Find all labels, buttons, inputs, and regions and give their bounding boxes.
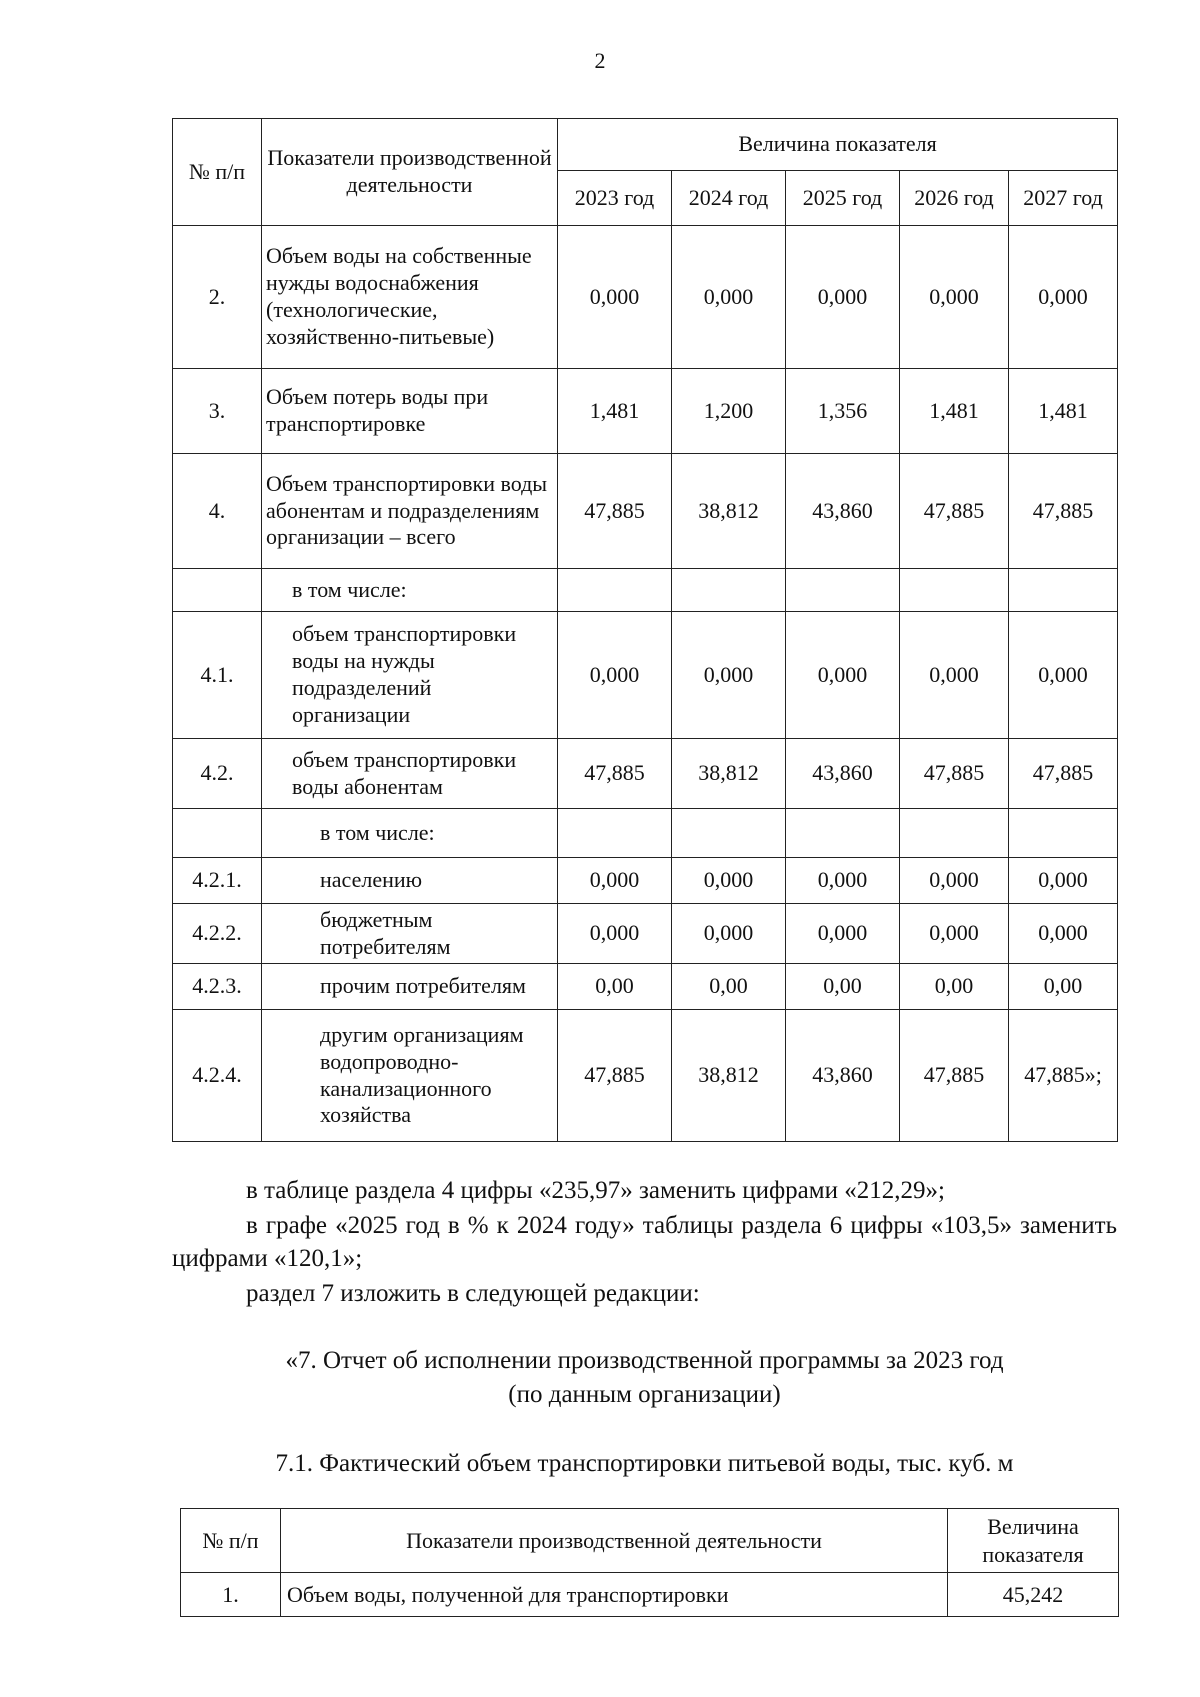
row-value: 47,885 xyxy=(1009,739,1118,809)
row-value: 47,885 xyxy=(900,739,1009,809)
row-value: 0,000 xyxy=(558,858,672,904)
row-value xyxy=(900,809,1009,858)
row-label: в том числе: xyxy=(262,569,558,612)
table-row xyxy=(173,904,1118,964)
table-row xyxy=(173,858,1118,904)
header-num: № п/п xyxy=(181,1509,281,1573)
row-value: 1,200 xyxy=(672,369,786,454)
actual-transport-table xyxy=(180,1508,1119,1617)
row-label: бюджетным потребителям xyxy=(262,904,558,964)
year-header: 2025 год xyxy=(786,171,900,226)
row-num: 4.2.4. xyxy=(173,1010,262,1142)
row-value xyxy=(900,569,1009,612)
amendment-paragraph: в таблице раздела 4 цифры «235,97» заменить цифрами «212,29»; xyxy=(246,1177,945,1204)
row-value: 0,000 xyxy=(900,858,1009,904)
row-num: 2. xyxy=(173,226,262,369)
row-value: 0,000 xyxy=(558,226,672,369)
row-value: 47,885»; xyxy=(1009,1010,1118,1142)
row-value: 0,000 xyxy=(1009,858,1118,904)
row-value: 1,356 xyxy=(786,369,900,454)
subsection-title: 7.1. Фактический объем транспортировки питьевой воды, тыс. куб. м xyxy=(275,1450,1014,1477)
row-label: другим организациям водопроводно-канализационного хозяйства xyxy=(262,1010,558,1142)
table-row xyxy=(173,612,1118,739)
row-value: 0,000 xyxy=(900,226,1009,369)
header-value: Величина показателя xyxy=(948,1509,1119,1573)
row-value: 45,242 xyxy=(948,1573,1119,1617)
row-value: 0,000 xyxy=(1009,904,1118,964)
year-header: 2027 год xyxy=(1009,171,1118,226)
row-value: 0,00 xyxy=(672,964,786,1010)
row-value: 47,885 xyxy=(1009,454,1118,569)
row-value: 0,000 xyxy=(1009,226,1118,369)
row-value: 0,000 xyxy=(672,226,786,369)
row-value: 0,000 xyxy=(1009,612,1118,739)
page-number: 2 xyxy=(594,48,606,73)
row-value xyxy=(558,569,672,612)
table-row xyxy=(173,569,1118,612)
row-value xyxy=(1009,569,1118,612)
row-value xyxy=(558,809,672,858)
row-value: 38,812 xyxy=(672,1010,786,1142)
amendment-paragraph: раздел 7 изложить в следующей редакции: xyxy=(246,1280,700,1307)
table-row xyxy=(173,369,1118,454)
row-value: 0,000 xyxy=(672,612,786,739)
row-value: 0,000 xyxy=(558,612,672,739)
row-num: 4. xyxy=(173,454,262,569)
row-value: 0,000 xyxy=(558,904,672,964)
row-value: 43,860 xyxy=(786,454,900,569)
row-value: 0,000 xyxy=(672,858,786,904)
row-value xyxy=(1009,809,1118,858)
row-value: 0,000 xyxy=(672,904,786,964)
table-row xyxy=(173,964,1118,1010)
amendment-paragraph: в графе «2025 год в % к 2024 году» таблицы раздела 6 цифры «103,5» заменить цифрами «120,1»; xyxy=(172,1212,1117,1272)
row-value: 0,000 xyxy=(786,226,900,369)
row-num: 4.2.1. xyxy=(173,858,262,904)
row-value: 43,860 xyxy=(786,739,900,809)
row-num: 4.2.3. xyxy=(173,964,262,1010)
row-label: объем транспортировки воды на нужды подразделений организации xyxy=(262,612,558,739)
row-value: 47,885 xyxy=(900,454,1009,569)
row-num: 1. xyxy=(181,1573,281,1617)
row-num xyxy=(173,569,262,612)
row-label: Объем транспортировки воды абонентам и подразделениям организации – всего xyxy=(262,454,558,569)
header-indicator: Показатели производственной деятельности xyxy=(262,119,558,226)
row-value: 0,000 xyxy=(900,904,1009,964)
row-value: 0,000 xyxy=(786,858,900,904)
row-value: 1,481 xyxy=(900,369,1009,454)
row-label: Объем воды на собственные нужды водоснабжения (технологические, хозяйственно-питьевые) xyxy=(262,226,558,369)
row-value: 43,860 xyxy=(786,1010,900,1142)
row-value: 38,812 xyxy=(672,454,786,569)
row-label: прочим потребителям xyxy=(262,964,558,1010)
row-value: 0,000 xyxy=(786,904,900,964)
row-num xyxy=(173,809,262,858)
table-row xyxy=(181,1573,1119,1617)
row-value: 47,885 xyxy=(558,739,672,809)
row-label: в том числе: xyxy=(262,809,558,858)
row-value: 38,812 xyxy=(672,739,786,809)
production-indicators-table xyxy=(172,118,1118,1142)
year-header: 2024 год xyxy=(672,171,786,226)
row-value xyxy=(672,569,786,612)
year-header: 2026 год xyxy=(900,171,1009,226)
row-value: 1,481 xyxy=(558,369,672,454)
row-value: 0,00 xyxy=(558,964,672,1010)
row-value: 47,885 xyxy=(558,454,672,569)
row-value xyxy=(672,809,786,858)
table-row xyxy=(173,454,1118,569)
row-label: Объем воды, полученной для транспортировки xyxy=(281,1573,948,1617)
section-subtitle: (по данным организации) xyxy=(508,1381,781,1408)
table-row xyxy=(173,739,1118,809)
row-value: 0,00 xyxy=(786,964,900,1010)
header-value: Величина показателя xyxy=(558,119,1118,171)
row-label: Объем потерь воды при транспортировке xyxy=(262,369,558,454)
table-row xyxy=(173,1010,1118,1142)
row-value xyxy=(786,809,900,858)
row-label: населению xyxy=(262,858,558,904)
row-value xyxy=(786,569,900,612)
year-header: 2023 год xyxy=(558,171,672,226)
header-num: № п/п xyxy=(173,119,262,226)
table-row xyxy=(173,226,1118,369)
row-value: 1,481 xyxy=(1009,369,1118,454)
row-value: 0,00 xyxy=(1009,964,1118,1010)
header-indicator: Показатели производственной деятельности xyxy=(281,1509,948,1573)
row-value: 0,000 xyxy=(786,612,900,739)
row-label: объем транспортировки воды абонентам xyxy=(262,739,558,809)
row-num: 4.2. xyxy=(173,739,262,809)
row-num: 3. xyxy=(173,369,262,454)
table-row xyxy=(173,809,1118,858)
row-value: 0,000 xyxy=(900,612,1009,739)
row-value: 0,00 xyxy=(900,964,1009,1010)
row-num: 4.1. xyxy=(173,612,262,739)
row-value: 47,885 xyxy=(900,1010,1009,1142)
section-title: «7. Отчет об исполнении производственной программы за 2023 год xyxy=(285,1347,1004,1374)
row-value: 47,885 xyxy=(558,1010,672,1142)
row-num: 4.2.2. xyxy=(173,904,262,964)
